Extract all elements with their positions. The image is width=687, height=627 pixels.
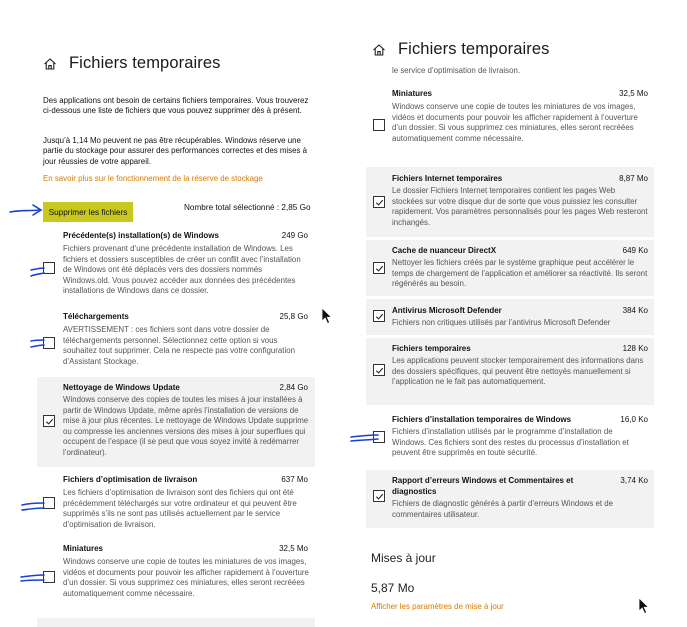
- reserve-text: Jusqu’à 1,14 Mo peuvent ne pas être récupérables. Windows réserve une partie du stockage pour assurer des performances correctes et des mises à jour réussies de votre appareil.: [43, 136, 308, 166]
- checkmark-icon: [375, 198, 384, 207]
- list-item-downloads: [37, 312, 315, 374]
- checkbox[interactable]: [373, 119, 385, 131]
- item-name: Antivirus Microsoft Defender: [392, 306, 502, 315]
- update-settings-link[interactable]: Afficher les paramètres de mise à jour: [371, 602, 504, 611]
- list-item-microsoft-defender: [366, 299, 654, 335]
- page-title: Fichiers temporaires: [398, 40, 550, 58]
- list-item-thumbnails: [366, 89, 654, 161]
- checkbox[interactable]: [373, 490, 385, 502]
- item-description: Fichiers non critiques utilisés par l’antivirus Microsoft Defender: [392, 318, 611, 327]
- mouse-cursor-icon: [321, 307, 333, 325]
- list-item-temporary-files: [366, 338, 654, 405]
- arrow-icon: [10, 210, 40, 212]
- checkbox[interactable]: [373, 364, 385, 376]
- delete-files-button[interactable]: Supprimer les fichiers: [43, 202, 133, 222]
- checkmark-icon: [375, 492, 384, 501]
- arrow-icon: [22, 503, 44, 505]
- item-description: Windows conserve des copies de toutes les mises à jour installées à partir de Windows Update, même après l’installation de versions de mise à jour plus récentes. Le nettoyage de Windows Update supprime ou compresse les anciennes versions des mises à jour superflues qui occupent de l’espace (il se peut que vous soyez invité à redémarrer l’ordinateur).: [63, 395, 309, 457]
- list-item-delivery-optimization: [37, 475, 315, 533]
- item-size: 128 Ko: [622, 344, 648, 353]
- item-name: Miniatures: [392, 89, 433, 98]
- mouse-cursor-icon: [638, 597, 650, 615]
- item-size: 32,5 Mo: [279, 544, 308, 553]
- item-size: 637 Mo: [281, 475, 308, 484]
- updates-section-title: Mises à jour: [371, 551, 436, 565]
- arrow-icon: [31, 345, 44, 347]
- list-item-windows-setup-temp: [366, 415, 654, 465]
- list-item-windows-update-cleanup: [37, 377, 315, 467]
- item-size: 8,87 Mo: [619, 174, 648, 183]
- item-description: Fichiers de diagnostic générés à partir d’erreurs Windows et de commentaires utilisateur.: [392, 499, 614, 519]
- arrow-icon: [31, 273, 44, 276]
- item-description: Windows conserve une copie de toutes les miniatures de vos images, vidéos et documents pour pouvoir les afficher rapidement à l’ouverture d’un dossier. Si vous supprimez ces miniatures, elles seront recréées automatiquement comme nécessaire.: [63, 557, 309, 598]
- item-size: 2,84 Go: [279, 383, 308, 392]
- checkbox[interactable]: [373, 310, 385, 322]
- arrow-icon: [22, 508, 44, 510]
- item-name: Téléchargements: [63, 312, 129, 321]
- item-description: Le dossier Fichiers Internet temporaires contient les pages Web stockées sur votre disque dur de sorte que vous puissiez les consulter rapidement. Vos paramètres personnalisés pour les pages Web resteront inchangés.: [392, 186, 648, 227]
- item-description: Nettoyer les fichiers créés par le système graphique peut accélérer le temps de chargement de l’application et améliorer sa réactivité. Ils seront régénérés au besoin.: [392, 258, 648, 289]
- list-item-directx-shader-cache: [366, 240, 654, 296]
- checkbox[interactable]: [373, 262, 385, 274]
- item-size: 32,5 Mo: [619, 89, 648, 98]
- item-name: Cache de nuanceur DirectX: [392, 246, 497, 255]
- checkmark-icon: [375, 366, 384, 375]
- right-storage-panel: [356, 0, 687, 627]
- arrow-icon: [31, 340, 44, 341]
- arrow-icon: [31, 268, 44, 270]
- right-header: [372, 40, 549, 59]
- list-item-previous-install: [37, 231, 315, 303]
- item-description: Les applications peuvent stocker temporairement des informations dans des dossiers spécifiques, qui peuvent être nettoyés manuellement si l’application ne le fait pas automatiquement.: [392, 356, 644, 387]
- item-size: 249 Go: [281, 231, 308, 240]
- intro-text: Des applications ont besoin de certains fichiers temporaires. Vous trouverez ci-dessous une liste de fichiers que vous pouvez supprimer dès à présent.: [43, 96, 309, 116]
- item-description: Windows conserve une copie de toutes les miniatures de vos images, vidéos et documents pour pouvoir les afficher rapidement à l’ouverture d’un dossier. Si vous supprimez ces miniatures, elles seront recréées automatiquement comme nécessaire.: [392, 102, 638, 143]
- annotation-arrow-right: [345, 425, 390, 445]
- item-name: Fichiers d’optimisation de livraison: [63, 475, 198, 484]
- item-name: Miniatures: [63, 544, 104, 553]
- item-description: Fichiers d’installation utilisés par le programme d’installation de Windows. Ces fichiers sont des restes du processus d’installation et peuvent être supprimés en toute sécurité.: [392, 427, 629, 458]
- home-icon[interactable]: [372, 43, 386, 57]
- item-name: Fichiers Internet temporaires: [392, 174, 503, 183]
- item-name: Nettoyage de Windows Update: [63, 383, 180, 392]
- truncated-text: le service d’optimisation de livraison.: [392, 66, 521, 75]
- list-item-temporary-internet-files: [366, 167, 654, 237]
- updates-size: 5,87 Mo: [371, 581, 415, 595]
- item-size: 649 Ko: [622, 246, 648, 255]
- next-item-shade: [37, 618, 315, 627]
- item-size: 16,0 Ko: [620, 415, 648, 424]
- item-name: Précédente(s) installation(s) de Windows: [63, 231, 219, 240]
- left-header: [43, 54, 220, 73]
- arrow-icon: [351, 435, 378, 437]
- list-item-error-reporting: [366, 470, 654, 528]
- item-description: Les fichiers d’optimisation de livraison sont des fichiers qui ont été précédemment téléchargés sur votre ordinateur et qui peuvent être supprimés s’ils ne sont pas utilisés actuellement par le service d’optimisation de livraison.: [63, 488, 297, 529]
- item-description: AVERTISSEMENT : ces fichiers sont dans votre dossier de téléchargements personnel. Sélectionnez cette option si vous souhaitez tout supprimer. Cela ne respecte pas votre configuration d’Assistant Stockage.: [63, 325, 296, 366]
- learn-more-link[interactable]: En savoir plus sur le fonctionnement de la réserve de stockage: [43, 174, 263, 183]
- annotation-arrows-left: [0, 0, 60, 627]
- item-size: 3,74 Ko: [620, 476, 648, 485]
- checkmark-icon: [375, 264, 384, 273]
- item-name: Rapport d’erreurs Windows et Commentaires et diagnostics: [392, 476, 574, 496]
- item-name: Fichiers temporaires: [392, 344, 471, 353]
- item-size: 384 Ko: [622, 306, 648, 315]
- checkmark-icon: [375, 312, 384, 321]
- item-name: Fichiers d’installation temporaires de Windows: [392, 415, 572, 424]
- arrow-icon: [21, 580, 44, 581]
- list-item-thumbnails: [37, 544, 315, 614]
- item-size: 25,8 Go: [279, 312, 308, 321]
- page-title: Fichiers temporaires: [69, 54, 221, 72]
- arrow-icon: [21, 575, 44, 577]
- total-selected: Nombre total sélectionné : 2,85 Go: [184, 203, 311, 212]
- item-description: Fichiers provenant d’une précédente installation de Windows. Les fichiers et dossiers susceptibles de créer un conflit avec l’installation de Windows ont été déplacés vers des dossiers nommés Windows.old. Vous pouvez accéder aux données des précédentes installations de Windows dans ce dossier.: [63, 244, 301, 296]
- arrow-icon: [351, 439, 378, 441]
- checkbox[interactable]: [373, 196, 385, 208]
